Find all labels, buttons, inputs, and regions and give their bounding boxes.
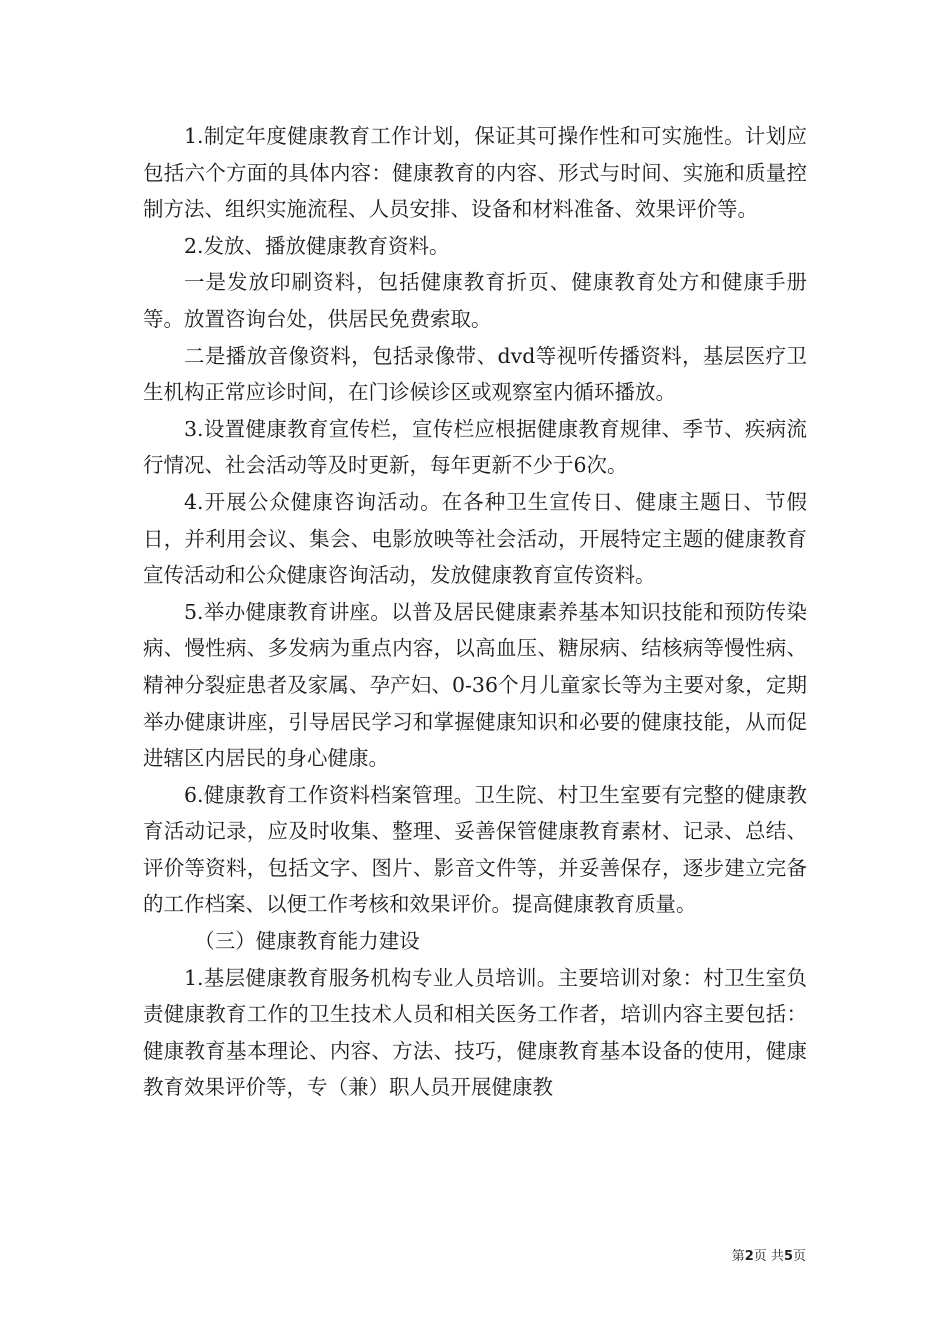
document-body <box>143 118 807 1106</box>
current-page-number: 2 <box>744 1249 754 1264</box>
paragraph-archives: 6.健康教育工作资料档案管理。卫生院、村卫生室要有完整的健康教育活动记录，应及时收集、整理、妥善保管健康教育素材、记录、总结、评价等资料，包括文字、图片、影音文件等，并妥善保存，逐步建立完备的工作档案、以便工作考核和效果评价。提高健康教育质量。 <box>143 782 807 917</box>
paragraph-print-materials: 一是发放印刷资料，包括健康教育折页、健康教育处方和健康手册等。放置咨询台处，供居民免费索取。 <box>143 270 807 331</box>
paragraph-consultation: 4.开展公众健康咨询活动。在各种卫生宣传日、健康主题日、节假日，并利用会议、集会、电影放映等社会活动，开展特定主题的健康教育宣传活动和公众健康咨询活动，发放健康教育宣传资料。 <box>143 489 807 588</box>
paragraph-distribute-materials: 2.发放、播放健康教育资料。 <box>184 233 450 258</box>
footer-suffix: 页 <box>792 1249 806 1264</box>
section-heading-capacity: （三）健康教育能力建设 <box>194 929 420 954</box>
paragraph-av-materials: 二是播放音像资料，包括录像带、dvd等视听传播资料，基层医疗卫生机构正常应诊时间，在门诊候诊区或观察室内循环播放。 <box>143 343 807 405</box>
paragraph-bulletin-board: 3.设置健康教育宣传栏，宣传栏应根据健康教育规律、季节、疾病流行情况、社会活动等及时更新，每年更新不少于6次。 <box>143 416 807 478</box>
page-footer <box>732 1249 806 1265</box>
footer-middle: 页 共 <box>753 1249 784 1264</box>
total-page-number: 5 <box>783 1249 793 1264</box>
paragraph-lectures: 5.举办健康教育讲座。以普及居民健康素养基本知识技能和预防传染病、慢性病、多发病为重点内容，以高血压、糖尿病、结核病等慢性病、精神分裂症患者及家属、孕产妇、0-36个月儿童家长等为主要对象，定期举办健康讲座，引导居民学习和掌握健康知识和必要的健康技能，从而促进辖区内居民的身心健康。 <box>143 599 807 771</box>
footer-prefix: 第 <box>731 1249 745 1264</box>
paragraph-plan: 1.制定年度健康教育工作计划，保证其可操作性和可实施性。计划应包括六个方面的具体内容：健康教育的内容、形式与时间、实施和质量控制方法、组织实施流程、人员安排、设备和材料准备、效果评价等。 <box>143 124 807 222</box>
paragraph-training: 1.基层健康教育服务机构专业人员培训。主要培训对象：村卫生室负责健康教育工作的卫生技术人员和相关医务工作者，培训内容主要包括：健康教育基本理论、内容、方法、技巧，健康教育基本设备的使用，健康教育效果评价等，专（兼）职人员开展健康教 <box>143 965 807 1100</box>
